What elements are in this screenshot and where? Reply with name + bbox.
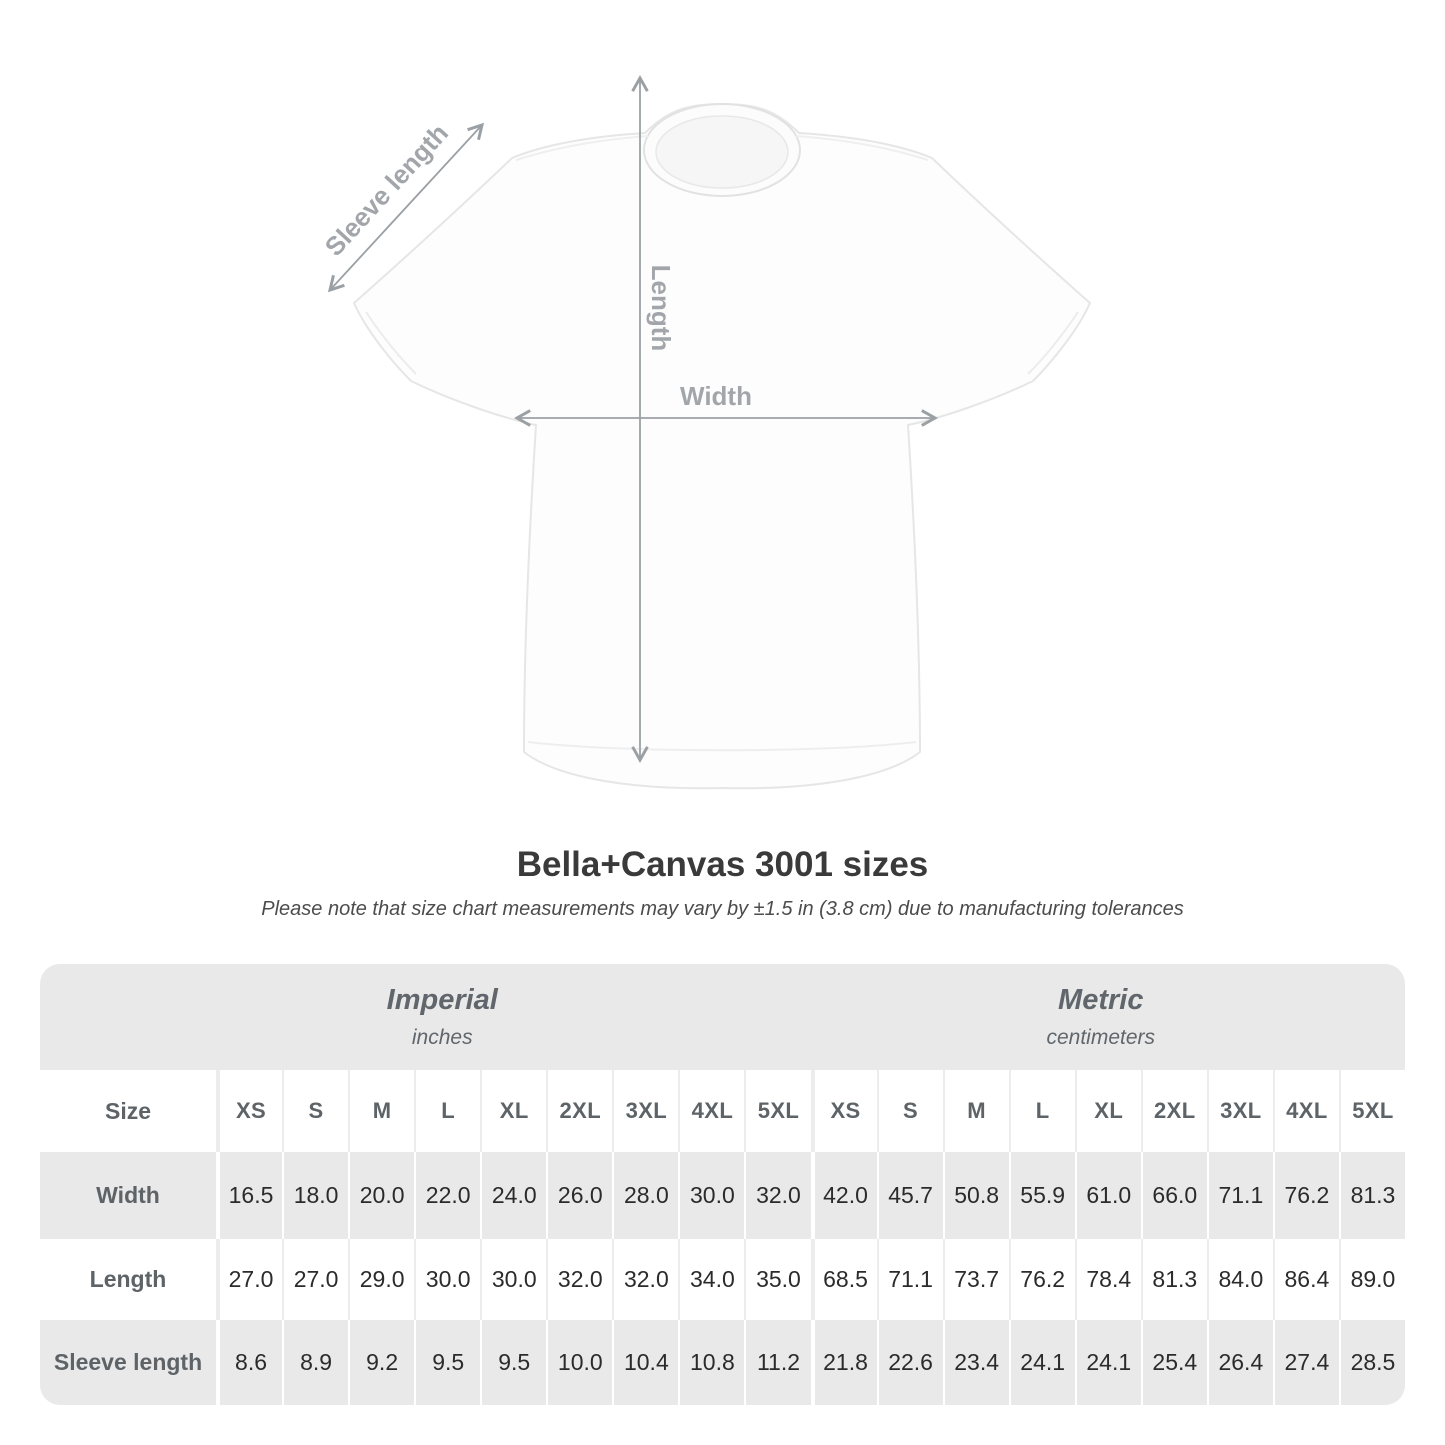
size-col-header: M — [943, 1070, 1009, 1152]
value-cell: 76.2 — [1009, 1239, 1075, 1320]
value-cell: 84.0 — [1207, 1239, 1273, 1320]
size-col-header: 3XL — [1207, 1070, 1273, 1152]
value-cell: 89.0 — [1339, 1239, 1405, 1320]
value-cell: 30.0 — [414, 1239, 480, 1320]
tolerance-note: Please note that size chart measurements may vary by ±1.5 in (3.8 cm) due to manufacturing tolerances — [261, 898, 1184, 920]
size-col-header: S — [282, 1070, 348, 1152]
value-cell: 26.0 — [546, 1152, 612, 1239]
tshirt-body — [354, 104, 1090, 788]
value-cell: 81.3 — [1141, 1239, 1207, 1320]
value-cell: 21.8 — [811, 1320, 877, 1405]
value-cell: 35.0 — [744, 1239, 810, 1320]
value-cell: 16.5 — [216, 1152, 282, 1239]
size-col-header: 2XL — [546, 1070, 612, 1152]
value-cell: 30.0 — [678, 1152, 744, 1239]
value-cell: 11.2 — [744, 1320, 810, 1405]
metric-group-title: Metric — [1058, 984, 1144, 1016]
size-col-header: XS — [811, 1070, 877, 1152]
length-row-label: Length — [89, 1266, 167, 1292]
value-cell: 42.0 — [811, 1152, 877, 1239]
value-cell: 68.5 — [811, 1239, 877, 1320]
value-cell: 20.0 — [348, 1152, 414, 1239]
value-cell: 50.8 — [943, 1152, 1009, 1239]
value-cell: 27.4 — [1273, 1320, 1339, 1405]
value-cell: 71.1 — [877, 1239, 943, 1320]
collar-opening — [656, 116, 788, 188]
value-cell: 9.5 — [480, 1320, 546, 1405]
value-cell: 10.8 — [678, 1320, 744, 1405]
value-cell: 71.1 — [1207, 1152, 1273, 1239]
value-cell: 27.0 — [282, 1239, 348, 1320]
value-cell: 8.6 — [216, 1320, 282, 1405]
value-cell: 66.0 — [1141, 1152, 1207, 1239]
size-col-header: 3XL — [612, 1070, 678, 1152]
size-col-header: XL — [480, 1070, 546, 1152]
value-cell: 30.0 — [480, 1239, 546, 1320]
size-col-header: S — [877, 1070, 943, 1152]
size-header-row — [40, 1070, 1405, 1152]
value-cell: 29.0 — [348, 1239, 414, 1320]
width-row — [40, 1152, 1405, 1239]
size-col-header: L — [414, 1070, 480, 1152]
value-cell: 10.0 — [546, 1320, 612, 1405]
width-label: Width — [680, 381, 752, 411]
size-col-header: 4XL — [678, 1070, 744, 1152]
page-title: Bella+Canvas 3001 sizes — [516, 845, 929, 884]
width-row-label: Width — [96, 1182, 160, 1208]
value-cell: 45.7 — [877, 1152, 943, 1239]
size-col-header: XL — [1075, 1070, 1141, 1152]
size-col-header: 5XL — [744, 1070, 810, 1152]
size-col-header: 2XL — [1141, 1070, 1207, 1152]
sleeve-length-label: Sleeve length — [318, 117, 455, 262]
size-table — [40, 964, 1405, 1405]
value-cell: 86.4 — [1273, 1239, 1339, 1320]
imperial-group-unit: inches — [411, 1026, 473, 1049]
size-col-header: 5XL — [1339, 1070, 1405, 1152]
value-cell: 32.0 — [744, 1152, 810, 1239]
value-cell: 22.0 — [414, 1152, 480, 1239]
size-col-header: M — [348, 1070, 414, 1152]
size-col-header: 4XL — [1273, 1070, 1339, 1152]
value-cell: 9.5 — [414, 1320, 480, 1405]
imperial-group-title: Imperial — [386, 984, 498, 1016]
value-cell: 10.4 — [612, 1320, 678, 1405]
sleeve-length-row-label: Sleeve length — [53, 1349, 203, 1375]
value-cell: 76.2 — [1273, 1152, 1339, 1239]
value-cell: 81.3 — [1339, 1152, 1405, 1239]
value-cell: 28.5 — [1339, 1320, 1405, 1405]
value-cell: 18.0 — [282, 1152, 348, 1239]
value-cell: 26.4 — [1207, 1320, 1273, 1405]
length-label: Length — [646, 264, 676, 352]
length-row — [40, 1239, 1405, 1320]
metric-group-unit: centimeters — [1046, 1026, 1156, 1049]
value-cell: 73.7 — [943, 1239, 1009, 1320]
value-cell: 24.1 — [1075, 1320, 1141, 1405]
value-cell: 23.4 — [943, 1320, 1009, 1405]
value-cell: 32.0 — [546, 1239, 612, 1320]
value-cell: 9.2 — [348, 1320, 414, 1405]
size-col-header: L — [1009, 1070, 1075, 1152]
sleeve-length-row — [40, 1320, 1405, 1405]
value-cell: 25.4 — [1141, 1320, 1207, 1405]
value-cell: 28.0 — [612, 1152, 678, 1239]
metric-group-header — [811, 964, 1406, 1070]
unit-group-header-row — [40, 964, 1405, 1070]
imperial-group-header — [40, 964, 811, 1070]
value-cell: 22.6 — [877, 1320, 943, 1405]
size-corner-label: Size — [104, 1097, 152, 1124]
value-cell: 34.0 — [678, 1239, 744, 1320]
size-col-header: XS — [216, 1070, 282, 1152]
value-cell: 8.9 — [282, 1320, 348, 1405]
value-cell: 24.1 — [1009, 1320, 1075, 1405]
value-cell: 55.9 — [1009, 1152, 1075, 1239]
value-cell: 61.0 — [1075, 1152, 1141, 1239]
value-cell: 78.4 — [1075, 1239, 1141, 1320]
value-cell: 27.0 — [216, 1239, 282, 1320]
value-cell: 32.0 — [612, 1239, 678, 1320]
value-cell: 24.0 — [480, 1152, 546, 1239]
